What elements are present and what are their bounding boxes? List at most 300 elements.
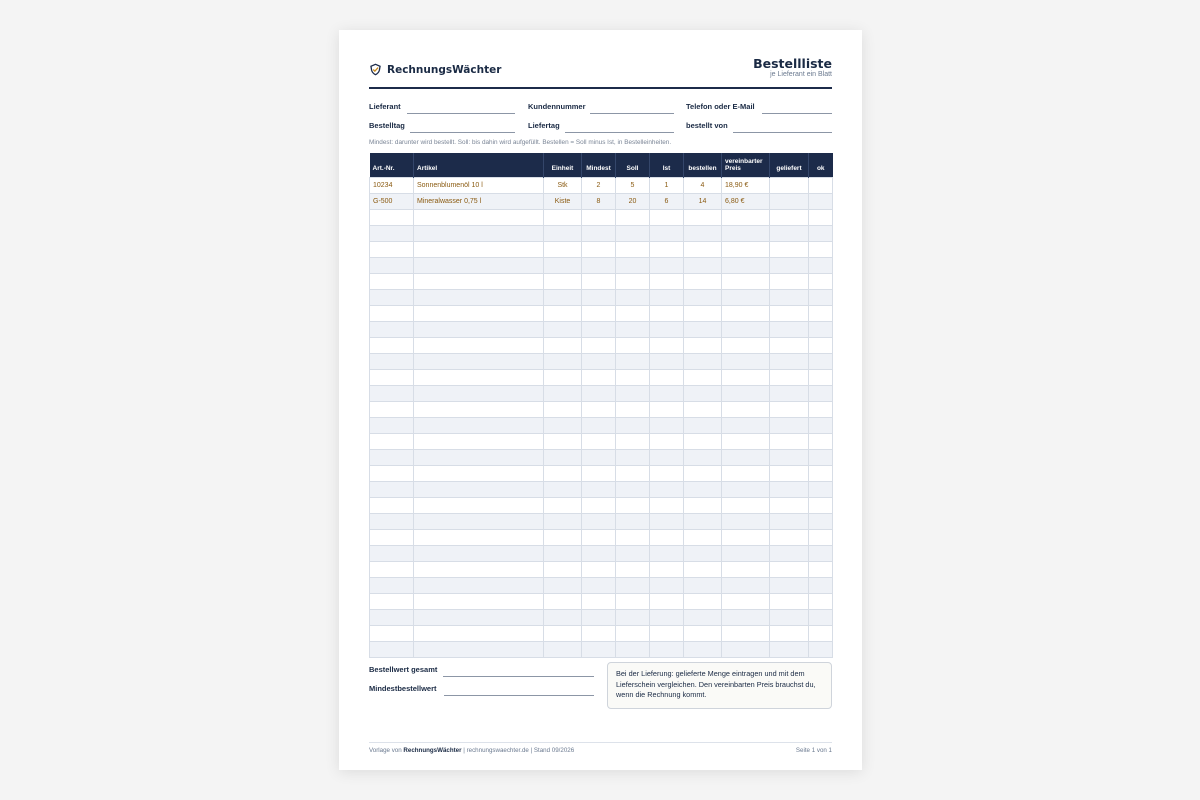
cell-mindest[interactable] xyxy=(582,481,616,497)
cell-ok[interactable] xyxy=(809,305,833,321)
cell-ist[interactable]: 6 xyxy=(650,193,684,209)
cell-ok[interactable] xyxy=(809,433,833,449)
cell-einheit[interactable] xyxy=(544,369,582,385)
cell-artnr[interactable] xyxy=(370,417,414,433)
cell-bestellen[interactable] xyxy=(684,369,722,385)
cell-soll[interactable] xyxy=(616,433,650,449)
cell-einheit[interactable] xyxy=(544,465,582,481)
cell-ist[interactable] xyxy=(650,497,684,513)
cell-einheit[interactable] xyxy=(544,593,582,609)
cell-einheit[interactable] xyxy=(544,449,582,465)
cell-soll[interactable] xyxy=(616,417,650,433)
cell-ist[interactable] xyxy=(650,321,684,337)
cell-artnr[interactable] xyxy=(370,273,414,289)
cell-preis[interactable] xyxy=(722,353,770,369)
cell-soll[interactable] xyxy=(616,625,650,641)
cell-ok[interactable] xyxy=(809,529,833,545)
cell-artnr[interactable] xyxy=(370,577,414,593)
cell-artikel[interactable]: Mineralwasser 0,75 l xyxy=(414,193,544,209)
cell-artikel[interactable] xyxy=(414,353,544,369)
cell-mindest[interactable] xyxy=(582,417,616,433)
cell-ok[interactable] xyxy=(809,401,833,417)
cell-preis[interactable] xyxy=(722,593,770,609)
cell-einheit[interactable] xyxy=(544,545,582,561)
cell-bestellen[interactable] xyxy=(684,449,722,465)
cell-bestellen[interactable] xyxy=(684,625,722,641)
cell-preis[interactable] xyxy=(722,641,770,657)
cell-artikel[interactable] xyxy=(414,609,544,625)
cell-geliefert[interactable] xyxy=(770,481,809,497)
cell-soll[interactable] xyxy=(616,497,650,513)
cell-preis[interactable] xyxy=(722,385,770,401)
cell-ok[interactable] xyxy=(809,257,833,273)
cell-ok[interactable] xyxy=(809,273,833,289)
cell-soll[interactable] xyxy=(616,641,650,657)
cell-mindest[interactable] xyxy=(582,273,616,289)
cell-ist[interactable] xyxy=(650,433,684,449)
cell-preis[interactable] xyxy=(722,209,770,225)
cell-soll[interactable] xyxy=(616,353,650,369)
cell-artikel[interactable]: Sonnenblumenöl 10 l xyxy=(414,177,544,193)
cell-geliefert[interactable] xyxy=(770,225,809,241)
cell-geliefert[interactable] xyxy=(770,289,809,305)
cell-ok[interactable] xyxy=(809,609,833,625)
cell-soll[interactable] xyxy=(616,369,650,385)
cell-ok[interactable] xyxy=(809,209,833,225)
cell-ist[interactable] xyxy=(650,289,684,305)
cell-preis[interactable] xyxy=(722,337,770,353)
cell-ok[interactable] xyxy=(809,385,833,401)
cell-ist[interactable] xyxy=(650,385,684,401)
cell-geliefert[interactable] xyxy=(770,497,809,513)
cell-ok[interactable] xyxy=(809,369,833,385)
liefertag-field[interactable] xyxy=(528,121,674,133)
cell-mindest[interactable] xyxy=(582,401,616,417)
cell-artnr[interactable] xyxy=(370,257,414,273)
cell-preis[interactable] xyxy=(722,369,770,385)
cell-einheit[interactable] xyxy=(544,241,582,257)
cell-soll[interactable] xyxy=(616,513,650,529)
cell-mindest[interactable] xyxy=(582,545,616,561)
cell-bestellen[interactable] xyxy=(684,289,722,305)
bestellt-von-field[interactable] xyxy=(686,121,832,133)
cell-geliefert[interactable] xyxy=(770,529,809,545)
cell-artnr[interactable] xyxy=(370,209,414,225)
cell-geliefert[interactable] xyxy=(770,273,809,289)
cell-bestellen[interactable] xyxy=(684,209,722,225)
cell-artikel[interactable] xyxy=(414,257,544,273)
cell-bestellen[interactable] xyxy=(684,609,722,625)
cell-ok[interactable] xyxy=(809,225,833,241)
cell-ok[interactable] xyxy=(809,177,833,193)
cell-artnr[interactable] xyxy=(370,369,414,385)
cell-artnr[interactable] xyxy=(370,305,414,321)
cell-preis[interactable] xyxy=(722,257,770,273)
cell-mindest[interactable] xyxy=(582,625,616,641)
cell-ist[interactable] xyxy=(650,529,684,545)
cell-bestellen[interactable] xyxy=(684,641,722,657)
cell-preis[interactable] xyxy=(722,289,770,305)
cell-mindest[interactable] xyxy=(582,321,616,337)
cell-mindest[interactable] xyxy=(582,225,616,241)
cell-artikel[interactable] xyxy=(414,593,544,609)
cell-soll[interactable] xyxy=(616,529,650,545)
cell-mindest[interactable] xyxy=(582,561,616,577)
cell-mindest[interactable] xyxy=(582,449,616,465)
cell-mindest[interactable] xyxy=(582,369,616,385)
cell-ist[interactable] xyxy=(650,257,684,273)
cell-geliefert[interactable] xyxy=(770,577,809,593)
cell-artnr[interactable] xyxy=(370,465,414,481)
cell-artnr[interactable] xyxy=(370,449,414,465)
cell-preis[interactable]: 6,80 € xyxy=(722,193,770,209)
cell-soll[interactable] xyxy=(616,273,650,289)
cell-einheit[interactable] xyxy=(544,257,582,273)
cell-ist[interactable]: 1 xyxy=(650,177,684,193)
cell-soll[interactable] xyxy=(616,609,650,625)
cell-ok[interactable] xyxy=(809,481,833,497)
cell-artnr[interactable] xyxy=(370,321,414,337)
cell-soll[interactable] xyxy=(616,257,650,273)
cell-mindest[interactable] xyxy=(582,465,616,481)
cell-preis[interactable] xyxy=(722,529,770,545)
cell-ok[interactable] xyxy=(809,321,833,337)
cell-preis[interactable] xyxy=(722,449,770,465)
cell-geliefert[interactable] xyxy=(770,305,809,321)
cell-ist[interactable] xyxy=(650,625,684,641)
cell-bestellen[interactable]: 14 xyxy=(684,193,722,209)
cell-preis[interactable] xyxy=(722,609,770,625)
cell-einheit[interactable] xyxy=(544,561,582,577)
telefon-field[interactable] xyxy=(686,102,832,114)
cell-geliefert[interactable] xyxy=(770,609,809,625)
cell-artikel[interactable] xyxy=(414,273,544,289)
cell-geliefert[interactable] xyxy=(770,337,809,353)
cell-preis[interactable] xyxy=(722,545,770,561)
cell-artikel[interactable] xyxy=(414,241,544,257)
cell-ok[interactable] xyxy=(809,193,833,209)
cell-mindest[interactable] xyxy=(582,497,616,513)
cell-ist[interactable] xyxy=(650,241,684,257)
cell-einheit[interactable] xyxy=(544,577,582,593)
cell-preis[interactable] xyxy=(722,321,770,337)
cell-einheit[interactable] xyxy=(544,641,582,657)
cell-ist[interactable] xyxy=(650,417,684,433)
cell-soll[interactable] xyxy=(616,577,650,593)
cell-geliefert[interactable] xyxy=(770,545,809,561)
cell-ist[interactable] xyxy=(650,545,684,561)
cell-einheit[interactable] xyxy=(544,289,582,305)
cell-preis[interactable] xyxy=(722,497,770,513)
cell-artnr[interactable] xyxy=(370,481,414,497)
cell-preis[interactable] xyxy=(722,625,770,641)
cell-soll[interactable] xyxy=(616,385,650,401)
cell-preis[interactable]: 18,90 € xyxy=(722,177,770,193)
cell-mindest[interactable] xyxy=(582,289,616,305)
cell-artnr[interactable] xyxy=(370,401,414,417)
cell-artnr[interactable] xyxy=(370,641,414,657)
cell-mindest[interactable] xyxy=(582,305,616,321)
cell-mindest[interactable] xyxy=(582,609,616,625)
cell-artikel[interactable] xyxy=(414,385,544,401)
cell-geliefert[interactable] xyxy=(770,465,809,481)
cell-ist[interactable] xyxy=(650,209,684,225)
cell-artikel[interactable] xyxy=(414,305,544,321)
cell-artnr[interactable] xyxy=(370,609,414,625)
cell-mindest[interactable] xyxy=(582,529,616,545)
cell-einheit[interactable] xyxy=(544,609,582,625)
cell-preis[interactable] xyxy=(722,513,770,529)
cell-geliefert[interactable] xyxy=(770,593,809,609)
cell-einheit[interactable] xyxy=(544,353,582,369)
cell-einheit[interactable] xyxy=(544,321,582,337)
cell-soll[interactable] xyxy=(616,481,650,497)
cell-ist[interactable] xyxy=(650,593,684,609)
cell-einheit[interactable] xyxy=(544,225,582,241)
cell-mindest[interactable] xyxy=(582,577,616,593)
cell-ist[interactable] xyxy=(650,561,684,577)
cell-soll[interactable] xyxy=(616,225,650,241)
cell-ist[interactable] xyxy=(650,225,684,241)
cell-artikel[interactable] xyxy=(414,625,544,641)
cell-bestellen[interactable] xyxy=(684,417,722,433)
cell-bestellen[interactable] xyxy=(684,529,722,545)
cell-artnr[interactable] xyxy=(370,625,414,641)
cell-ist[interactable] xyxy=(650,609,684,625)
cell-einheit[interactable] xyxy=(544,337,582,353)
cell-geliefert[interactable] xyxy=(770,193,809,209)
cell-ok[interactable] xyxy=(809,545,833,561)
cell-soll[interactable] xyxy=(616,465,650,481)
cell-mindest[interactable] xyxy=(582,353,616,369)
bestellt-von-line[interactable] xyxy=(733,132,832,133)
cell-bestellen[interactable] xyxy=(684,481,722,497)
cell-geliefert[interactable] xyxy=(770,401,809,417)
cell-ok[interactable] xyxy=(809,513,833,529)
cell-soll[interactable] xyxy=(616,289,650,305)
cell-bestellen[interactable] xyxy=(684,465,722,481)
cell-einheit[interactable] xyxy=(544,305,582,321)
cell-geliefert[interactable] xyxy=(770,417,809,433)
cell-ist[interactable] xyxy=(650,641,684,657)
cell-artikel[interactable] xyxy=(414,449,544,465)
cell-artikel[interactable] xyxy=(414,481,544,497)
cell-artikel[interactable] xyxy=(414,545,544,561)
cell-bestellen[interactable] xyxy=(684,321,722,337)
cell-geliefert[interactable] xyxy=(770,353,809,369)
cell-artikel[interactable] xyxy=(414,289,544,305)
cell-geliefert[interactable] xyxy=(770,369,809,385)
cell-soll[interactable] xyxy=(616,545,650,561)
cell-geliefert[interactable] xyxy=(770,241,809,257)
cell-mindest[interactable] xyxy=(582,433,616,449)
cell-artnr[interactable] xyxy=(370,337,414,353)
cell-geliefert[interactable] xyxy=(770,385,809,401)
cell-artikel[interactable] xyxy=(414,337,544,353)
cell-einheit[interactable] xyxy=(544,529,582,545)
cell-bestellen[interactable] xyxy=(684,545,722,561)
cell-mindest[interactable] xyxy=(582,257,616,273)
cell-geliefert[interactable] xyxy=(770,177,809,193)
cell-soll[interactable] xyxy=(616,209,650,225)
cell-artikel[interactable] xyxy=(414,433,544,449)
cell-bestellen[interactable] xyxy=(684,385,722,401)
cell-ist[interactable] xyxy=(650,577,684,593)
cell-soll[interactable] xyxy=(616,401,650,417)
cell-soll[interactable] xyxy=(616,449,650,465)
cell-artikel[interactable] xyxy=(414,401,544,417)
cell-artnr[interactable] xyxy=(370,225,414,241)
cell-bestellen[interactable] xyxy=(684,337,722,353)
cell-ist[interactable] xyxy=(650,449,684,465)
cell-bestellen[interactable] xyxy=(684,257,722,273)
cell-mindest[interactable] xyxy=(582,337,616,353)
cell-soll[interactable]: 20 xyxy=(616,193,650,209)
cell-geliefert[interactable] xyxy=(770,433,809,449)
cell-preis[interactable] xyxy=(722,417,770,433)
cell-ok[interactable] xyxy=(809,577,833,593)
cell-soll[interactable] xyxy=(616,321,650,337)
cell-artnr[interactable] xyxy=(370,545,414,561)
cell-ist[interactable] xyxy=(650,273,684,289)
cell-artnr[interactable] xyxy=(370,289,414,305)
cell-artnr[interactable] xyxy=(370,593,414,609)
cell-bestellen[interactable]: 4 xyxy=(684,177,722,193)
cell-ok[interactable] xyxy=(809,465,833,481)
cell-einheit[interactable] xyxy=(544,385,582,401)
cell-ok[interactable] xyxy=(809,417,833,433)
cell-ist[interactable] xyxy=(650,401,684,417)
cell-ok[interactable] xyxy=(809,641,833,657)
cell-mindest[interactable] xyxy=(582,593,616,609)
bestelltag-line[interactable] xyxy=(410,132,515,133)
cell-einheit[interactable] xyxy=(544,209,582,225)
cell-artikel[interactable] xyxy=(414,369,544,385)
cell-artnr[interactable] xyxy=(370,353,414,369)
cell-artikel[interactable] xyxy=(414,497,544,513)
cell-artnr[interactable]: G-500 xyxy=(370,193,414,209)
cell-mindest[interactable] xyxy=(582,641,616,657)
cell-bestellen[interactable] xyxy=(684,433,722,449)
cell-artikel[interactable] xyxy=(414,529,544,545)
cell-geliefert[interactable] xyxy=(770,513,809,529)
cell-soll[interactable] xyxy=(616,241,650,257)
cell-mindest[interactable] xyxy=(582,241,616,257)
cell-ist[interactable] xyxy=(650,337,684,353)
cell-bestellen[interactable] xyxy=(684,353,722,369)
cell-ok[interactable] xyxy=(809,561,833,577)
cell-artikel[interactable] xyxy=(414,209,544,225)
cell-ok[interactable] xyxy=(809,625,833,641)
cell-bestellen[interactable] xyxy=(684,593,722,609)
cell-ok[interactable] xyxy=(809,497,833,513)
cell-ok[interactable] xyxy=(809,337,833,353)
bestellwert-line[interactable] xyxy=(443,676,594,677)
cell-bestellen[interactable] xyxy=(684,241,722,257)
cell-einheit[interactable] xyxy=(544,417,582,433)
cell-geliefert[interactable] xyxy=(770,257,809,273)
cell-preis[interactable] xyxy=(722,273,770,289)
cell-soll[interactable] xyxy=(616,337,650,353)
cell-preis[interactable] xyxy=(722,481,770,497)
cell-einheit[interactable] xyxy=(544,625,582,641)
cell-bestellen[interactable] xyxy=(684,401,722,417)
cell-preis[interactable] xyxy=(722,241,770,257)
cell-mindest[interactable] xyxy=(582,385,616,401)
cell-einheit[interactable] xyxy=(544,497,582,513)
cell-preis[interactable] xyxy=(722,433,770,449)
cell-artikel[interactable] xyxy=(414,465,544,481)
cell-ok[interactable] xyxy=(809,449,833,465)
cell-soll[interactable] xyxy=(616,593,650,609)
cell-artikel[interactable] xyxy=(414,513,544,529)
cell-preis[interactable] xyxy=(722,465,770,481)
cell-ist[interactable] xyxy=(650,369,684,385)
bestellwert-field[interactable] xyxy=(369,665,594,677)
cell-einheit[interactable] xyxy=(544,273,582,289)
cell-preis[interactable] xyxy=(722,561,770,577)
cell-geliefert[interactable] xyxy=(770,561,809,577)
cell-artikel[interactable] xyxy=(414,561,544,577)
cell-ist[interactable] xyxy=(650,353,684,369)
cell-ist[interactable] xyxy=(650,465,684,481)
cell-bestellen[interactable] xyxy=(684,513,722,529)
lieferant-line[interactable] xyxy=(407,113,515,114)
lieferant-field[interactable] xyxy=(369,102,515,114)
mindestbestellwert-line[interactable] xyxy=(444,695,594,696)
cell-artnr[interactable]: 10234 xyxy=(370,177,414,193)
cell-ist[interactable] xyxy=(650,513,684,529)
cell-preis[interactable] xyxy=(722,225,770,241)
cell-bestellen[interactable] xyxy=(684,497,722,513)
cell-einheit[interactable] xyxy=(544,433,582,449)
cell-artnr[interactable] xyxy=(370,513,414,529)
mindestbestellwert-field[interactable] xyxy=(369,684,594,696)
cell-ok[interactable] xyxy=(809,593,833,609)
bestelltag-field[interactable] xyxy=(369,121,515,133)
cell-artnr[interactable] xyxy=(370,241,414,257)
cell-mindest[interactable] xyxy=(582,513,616,529)
cell-artikel[interactable] xyxy=(414,225,544,241)
cell-einheit[interactable] xyxy=(544,513,582,529)
cell-preis[interactable] xyxy=(722,401,770,417)
cell-bestellen[interactable] xyxy=(684,273,722,289)
cell-ok[interactable] xyxy=(809,289,833,305)
cell-bestellen[interactable] xyxy=(684,561,722,577)
cell-artnr[interactable] xyxy=(370,497,414,513)
kundennummer-field[interactable] xyxy=(528,102,674,114)
cell-einheit[interactable]: Stk xyxy=(544,177,582,193)
cell-geliefert[interactable] xyxy=(770,625,809,641)
cell-mindest[interactable]: 8 xyxy=(582,193,616,209)
cell-soll[interactable] xyxy=(616,561,650,577)
cell-ist[interactable] xyxy=(650,305,684,321)
cell-geliefert[interactable] xyxy=(770,321,809,337)
cell-artnr[interactable] xyxy=(370,385,414,401)
cell-artnr[interactable] xyxy=(370,561,414,577)
cell-geliefert[interactable] xyxy=(770,641,809,657)
cell-soll[interactable]: 5 xyxy=(616,177,650,193)
cell-einheit[interactable] xyxy=(544,401,582,417)
cell-ok[interactable] xyxy=(809,241,833,257)
cell-preis[interactable] xyxy=(722,305,770,321)
cell-soll[interactable] xyxy=(616,305,650,321)
telefon-line[interactable] xyxy=(762,113,832,114)
cell-preis[interactable] xyxy=(722,577,770,593)
cell-mindest[interactable]: 2 xyxy=(582,177,616,193)
cell-artikel[interactable] xyxy=(414,577,544,593)
cell-einheit[interactable] xyxy=(544,481,582,497)
